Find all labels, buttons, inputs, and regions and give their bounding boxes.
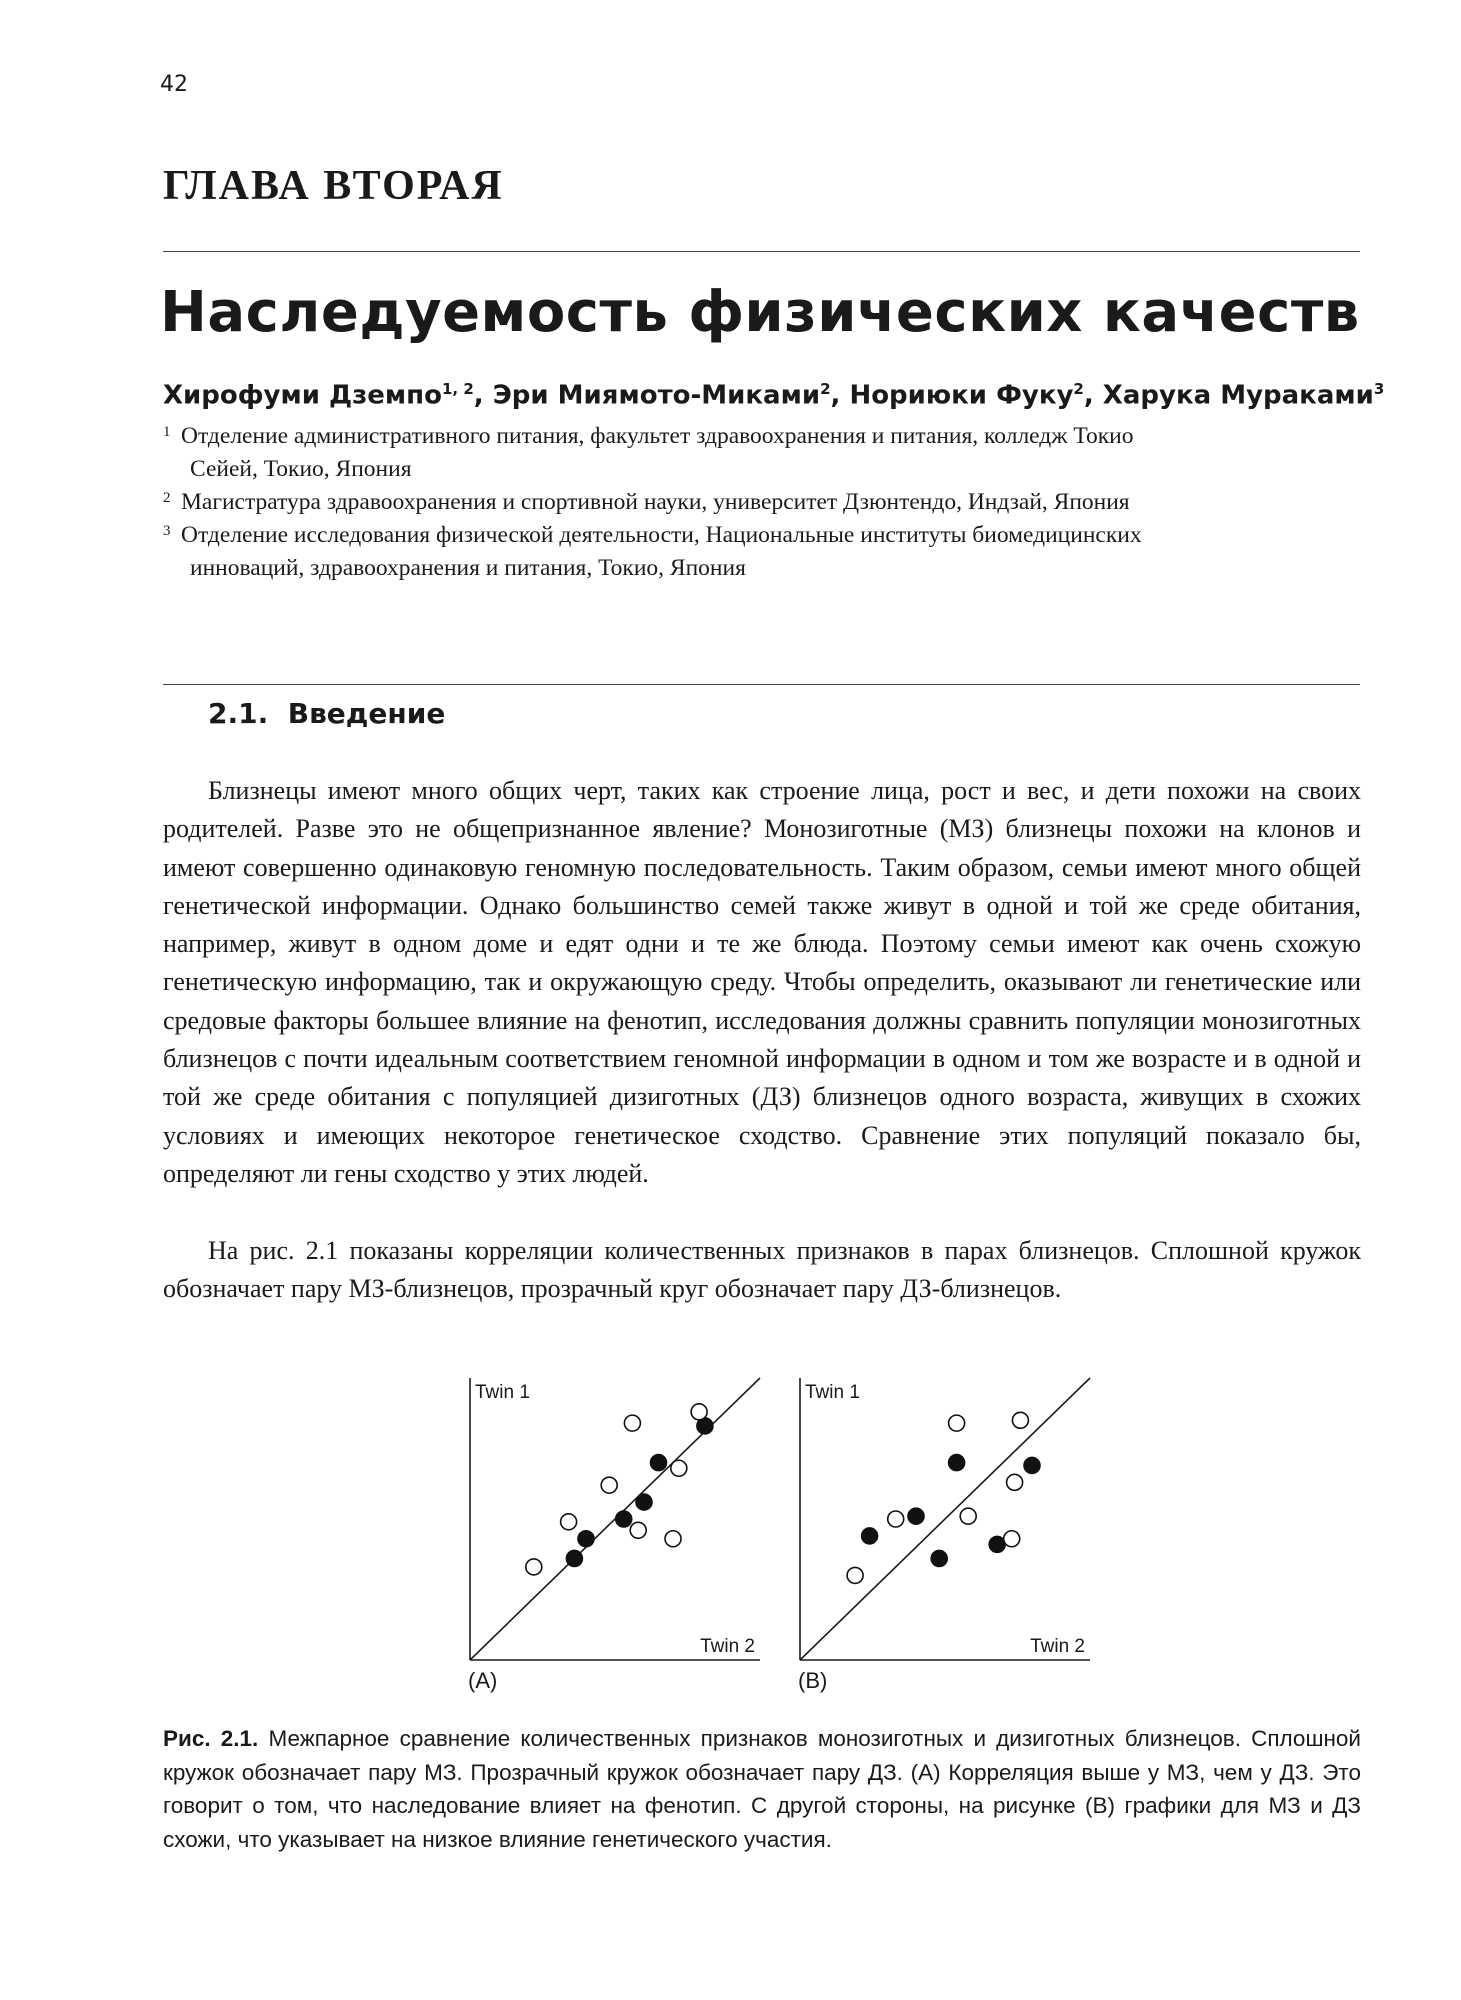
paragraph-text: Близнецы имеют много общих черт, таких как строение лица, рост и вес, и дети похожи на своих родителей. Разве это не общепризнанное явление? Монозиготные (МЗ) близнецы похожи на клонов и имеют совершенно одинаковую геномную последовательность. Таким образом, семьи имеют много общей генетической информации. Однако большинство семей также живут в одной и той же среде обитания, например, живут в одном доме и едят одни и те же блюда. Поэтому семьи имеют как очень схожую генетическую информацию, так и окружающую среду. Чтобы определить, оказывают ли генетические или средовые факторы большее влияние на фенотип, исследования должны сравнить популяции монозиготных близнецов с почти идеальным соответствием геномной информации в одном и том же возрасте и в одной и той же среде обитания с популяцией дизиготных (ДЗ) близнецов одного возраста, живущих в схожих условиях и имеющих некоторое генетическое сходство. Сравнение этих популяций показало бы, определяют ли гены сходство у этих людей. bbox=[163, 776, 1361, 1188]
author-affiliation-ref: 3 bbox=[1373, 380, 1385, 398]
author-name: Хирофуми Дземпо bbox=[163, 380, 442, 411]
dz-point bbox=[888, 1511, 904, 1527]
dz-point bbox=[960, 1508, 976, 1524]
figure-caption bbox=[163, 1722, 1361, 1856]
y-axis-label: Twin 1 bbox=[475, 1382, 530, 1403]
section-heading: 2.1. Введение bbox=[208, 697, 446, 730]
mz-point bbox=[578, 1531, 594, 1547]
author-name: Харука Мураками bbox=[1102, 380, 1374, 411]
dz-point bbox=[630, 1522, 646, 1538]
affiliation bbox=[163, 482, 1363, 519]
dz-point bbox=[561, 1514, 577, 1530]
body-paragraph bbox=[163, 1232, 1361, 1309]
mz-point bbox=[566, 1550, 582, 1566]
identity-line bbox=[800, 1378, 1090, 1660]
affiliation-text: Отделение административного питания, факультет здравоохранения и питания, колледж Токио bbox=[181, 423, 1134, 449]
mz-point bbox=[1024, 1457, 1040, 1473]
author-affiliation-ref: 2 bbox=[820, 380, 831, 398]
author-name: Нориюки Фуку bbox=[849, 380, 1074, 411]
mz-point bbox=[949, 1455, 965, 1471]
paragraph-text: На рис. 2.1 показаны корреляции количественных признаков в парах близнецов. Сплошной кружок обозначает пару МЗ-близнецов, прозрачный круг обозначает пару ДЗ-близнецов. bbox=[163, 1236, 1361, 1304]
mz-point bbox=[908, 1508, 924, 1524]
author-separator: , bbox=[473, 380, 493, 411]
body-paragraph bbox=[163, 772, 1361, 1193]
dz-point bbox=[847, 1567, 863, 1583]
page-number: 42 bbox=[160, 72, 188, 97]
affiliation-text-continued: Сейей, Токио, Япония bbox=[190, 456, 412, 482]
panel-label: (B) bbox=[798, 1668, 828, 1693]
section-divider bbox=[163, 684, 1360, 685]
author-affiliation-ref: 2 bbox=[1073, 380, 1084, 398]
chapter-title: Наследуемость физических качеств bbox=[160, 280, 1360, 345]
y-axis-label: Twin 1 bbox=[805, 1382, 860, 1403]
mz-point bbox=[616, 1511, 632, 1527]
affiliation-number: 3 bbox=[163, 523, 171, 539]
author-name: Эри Миямото-Миками bbox=[492, 380, 821, 411]
mz-point bbox=[931, 1550, 947, 1566]
affiliation bbox=[163, 515, 1363, 585]
panel-label: (A) bbox=[468, 1668, 498, 1693]
author-affiliation-ref: 1, 2 bbox=[441, 380, 474, 398]
dz-point bbox=[624, 1415, 640, 1431]
figure-2-1 bbox=[430, 1360, 1130, 1700]
caption-label: Рис. 2.1. bbox=[163, 1726, 259, 1751]
top-divider bbox=[163, 251, 1360, 252]
dz-point bbox=[671, 1460, 687, 1476]
affiliation-text: Отделение исследования физической деятельности, Национальные институты биомедицинских bbox=[181, 522, 1142, 548]
dz-point bbox=[949, 1415, 965, 1431]
mz-point bbox=[989, 1536, 1005, 1552]
affiliation-number: 1 bbox=[163, 424, 171, 440]
chapter-label: ГЛАВА ВТОРАЯ bbox=[163, 163, 504, 209]
caption-text: Межпарное сравнение количественных признаков монозиготных и дизиготных близнецов. Сплошной кружок обозначает пару МЗ. Прозрачный кружок обозначает пару ДЗ. (А) Корреляция выше у МЗ, чем у ДЗ. Это говорит о том, что наследование влияет на фенотип. С другой стороны, на рисунке (В) графики для МЗ и ДЗ схожи, что указывает на низкое влияние генетического участия. bbox=[163, 1726, 1362, 1852]
author-separator: , bbox=[1083, 380, 1103, 411]
dz-point bbox=[691, 1404, 707, 1420]
dz-point bbox=[665, 1531, 681, 1547]
x-axis-label: Twin 2 bbox=[1030, 1636, 1085, 1657]
dz-point bbox=[526, 1559, 542, 1575]
author-separator: , bbox=[830, 380, 850, 411]
dz-point bbox=[1007, 1474, 1023, 1490]
x-axis-label: Twin 2 bbox=[700, 1636, 755, 1657]
dz-point bbox=[1004, 1531, 1020, 1547]
dz-point bbox=[601, 1477, 617, 1493]
affiliation bbox=[163, 416, 1363, 486]
affiliation-text: Магистратура здравоохранения и спортивной науки, университет Дзюнтендо, Индзай, Япония bbox=[181, 489, 1130, 515]
dz-point bbox=[1012, 1412, 1028, 1428]
mz-point bbox=[636, 1494, 652, 1510]
affiliation-text-continued: инноваций, здравоохранения и питания, Токио, Япония bbox=[190, 555, 746, 581]
author-list bbox=[163, 380, 1384, 411]
mz-point bbox=[651, 1455, 667, 1471]
mz-point bbox=[862, 1528, 878, 1544]
affiliation-number: 2 bbox=[163, 490, 171, 506]
